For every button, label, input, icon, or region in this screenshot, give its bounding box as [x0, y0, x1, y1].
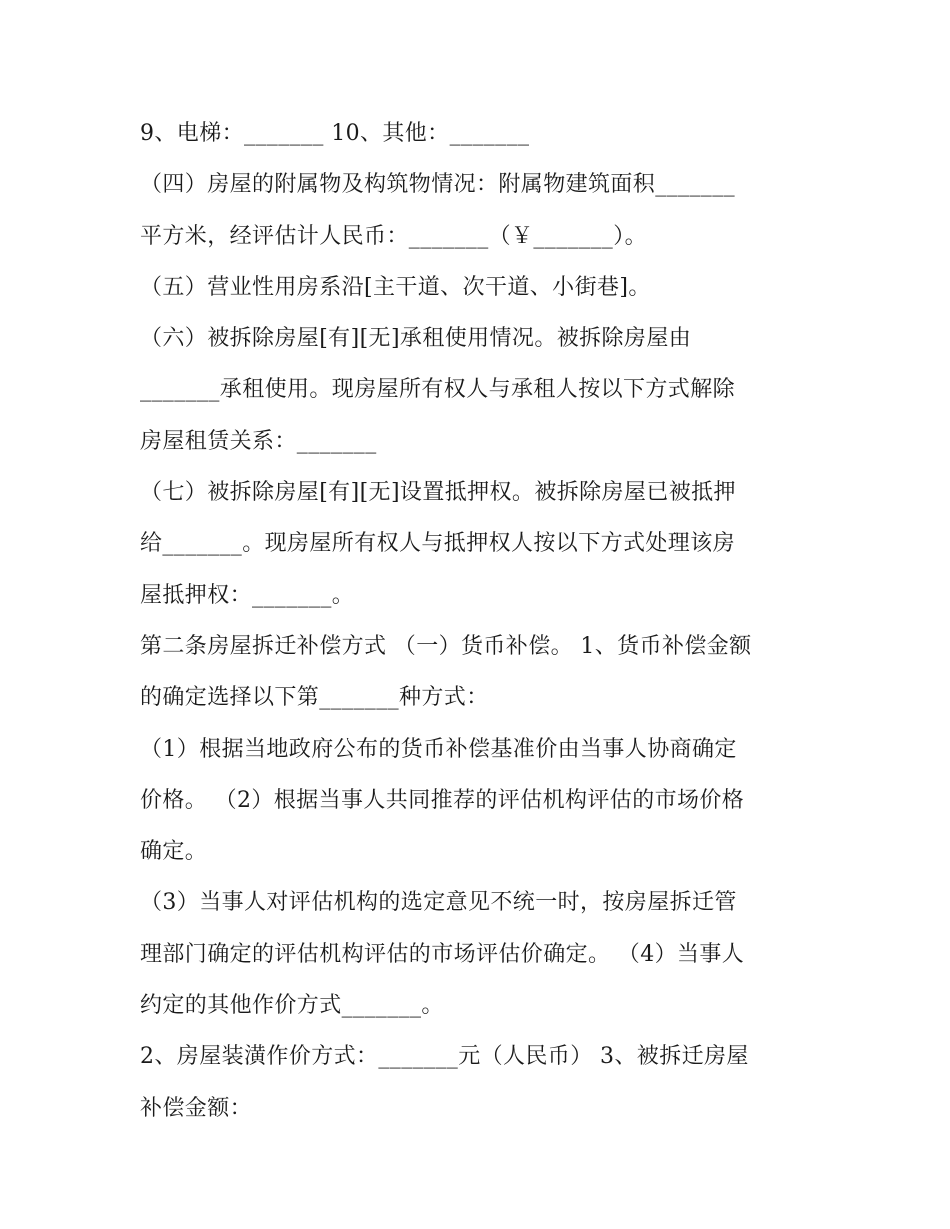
text-line: 房屋租赁关系：_______	[140, 428, 377, 454]
text-line: 价格。 （2）根据当事人共同推荐的评估机构评估的市场价格	[140, 787, 745, 813]
text-line: 2、房屋装潢作价方式：_______元（人民币） 3、被拆迁房屋	[140, 1044, 749, 1070]
text-line: _______承租使用。现房屋所有权人与承租人按以下方式解除	[140, 377, 736, 403]
text-line: 给_______。现房屋所有权人与抵押权人按以下方式处理该房	[140, 531, 736, 557]
text-line: 理部门确定的评估机构评估的市场评估价确定。 （4）当事人	[140, 941, 745, 967]
document-body	[140, 108, 820, 1134]
text-line: 约定的其他作价方式_______。	[140, 993, 444, 1019]
text-line: （五）营业性用房系沿[主干道、次干道、小街巷]。	[140, 274, 651, 300]
text-line: （1）根据当地政府公布的货币补偿基准价由当事人协商确定	[140, 736, 737, 762]
text-line: 屋抵押权：_______。	[140, 582, 355, 608]
text-line: 补偿金额：	[140, 1095, 253, 1121]
text-line: 确定。	[140, 839, 208, 865]
text-line: 的确定选择以下第_______种方式：	[140, 685, 489, 711]
text-line: （六）被拆除房屋[有][无]承租使用情况。被拆除房屋由	[140, 326, 692, 352]
text-line: 9、电梯：_______ 10、其他：_______	[140, 121, 530, 146]
text-line: 平方米，经评估计人民币：_______（￥_______）。	[140, 223, 648, 249]
text-line: 第二条房屋拆迁补偿方式 （一）货币补偿。 1、货币补偿金额	[140, 633, 752, 659]
text-line: （3）当事人对评估机构的选定意见不统一时，按房屋拆迁管	[140, 890, 737, 916]
text-line: （四）房屋的附属物及构筑物情况：附属物建筑面积_______	[140, 172, 736, 198]
text-line: （七）被拆除房屋[有][无]设置抵押权。被拆除房屋已被抵押	[140, 480, 736, 506]
